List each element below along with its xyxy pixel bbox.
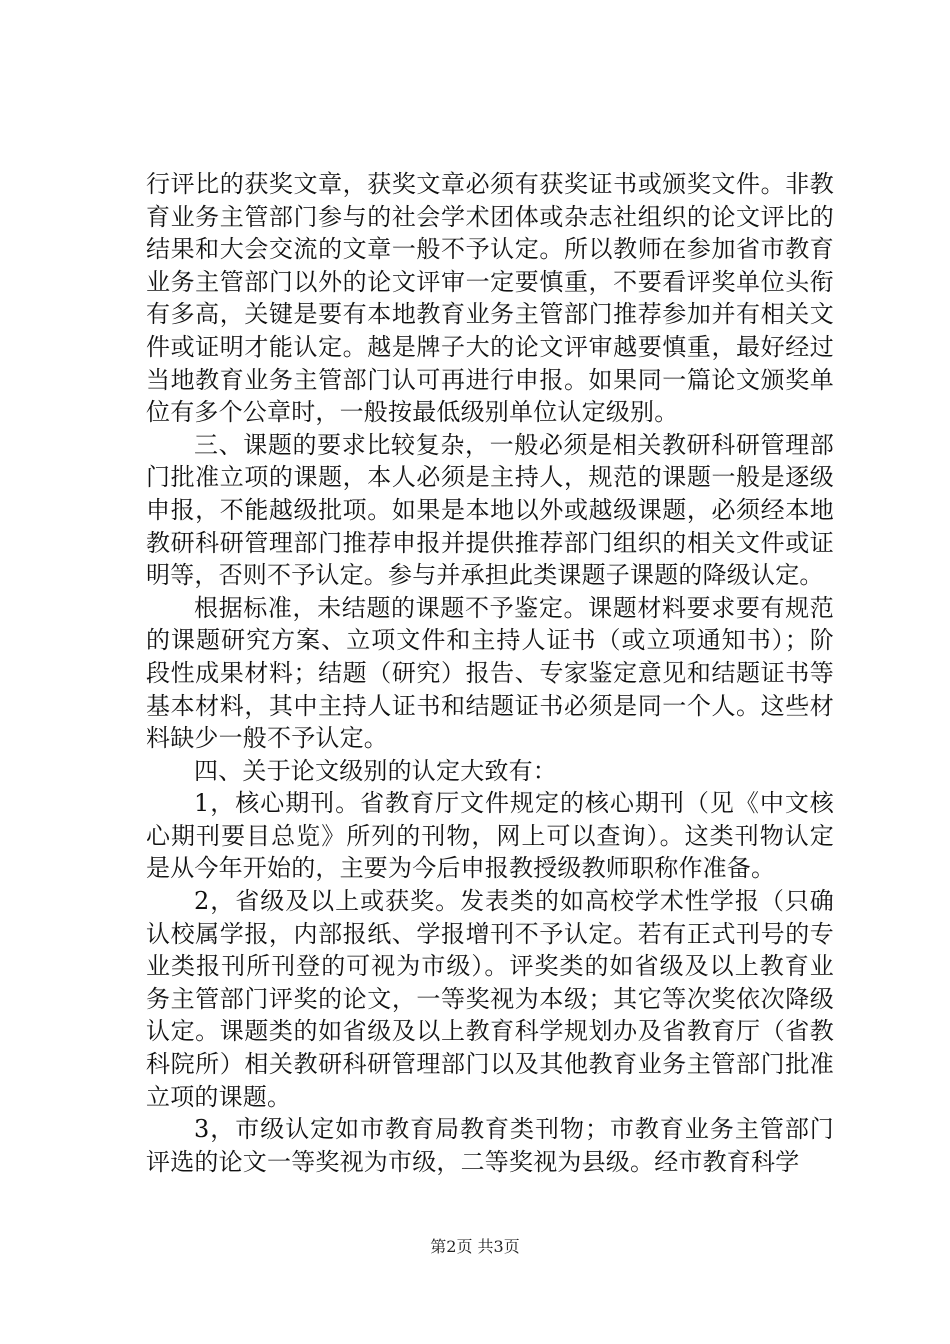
paragraph-section-three: 三、课题的要求比较复杂，一般必须是相关教研科研管理部门批准立项的课题，本人必须是主持人，规范的课题一般是逐级申报，不能越级批项。如果是本地以外或越级课题，必须经本地教研科研管理部门推荐申报并提供推荐部门组织的相关文件或证明等，否则不予认定。参与并承担此类课题子课题的降级认定。 [146,430,834,590]
paragraph-section-four: 四、关于论文级别的认定大致有： [194,756,557,785]
paragraph-item-three: 3，市级认定如市教育局教育类刊物；市教育业务主管部门评选的论文一等奖视为市级，二等奖视为县级。经市教育科学 [146,1115,834,1176]
paragraph-continuation: 行评比的获奖文章，获奖文章必须有获奖证书或颁奖文件。非教育业务主管部门参与的社会学术团体或杂志社组织的论文评比的结果和大会交流的文章一般不予认定。所以教师在参加省市教育业务主管部门以外的论文评审一定要慎重，不要看评奖单位头衔有多高，关键是要有本地教育业务主管部门推荐参加并有相关文件或证明才能认定。越是牌子大的论文评审越要慎重，最好经过当地教育业务主管部门认可再进行申报。如果同一篇论文颁奖单位有多个公章时，一般按最低级别单位认定级别。 [146,170,834,427]
page-footer: 第2页 共3页 [430,1237,520,1256]
paragraph-item-one: 1，核心期刊。省教育厅文件规定的核心期刊（见《中文核心期刊要目总览》所列的刊物，网上可以查询）。这类刊物认定是从今年开始的，主要为今后申报教授级教师职称作准备。 [146,789,834,883]
document-body [146,168,834,1178]
paragraph-item-two: 2，省级及以上或获奖。发表类的如高校学术性学报（只确认校属学报，内部报纸、学报增刊不予认定。若有正式刊号的专业类报刊所刊登的可视为市级）。评奖类的如省级及以上教育业务主管部门评奖的论文，一等奖视为本级；其它等次奖依次降级认定。课题类的如省级及以上教育科学规划办及省教育厅（省教科院所）相关教研科研管理部门以及其他教育业务主管部门批准立项的课题。 [146,887,834,1111]
paragraph-standards: 根据标准，未结题的课题不予鉴定。课题材料要求要有规范的课题研究方案、立项文件和主持人证书（或立项通知书）；阶段性成果材料；结题（研究）报告、专家鉴定意见和结题证书等基本材料，其中主持人证书和结题证书必须是同一个人。这些材料缺少一般不予认定。 [146,593,834,753]
